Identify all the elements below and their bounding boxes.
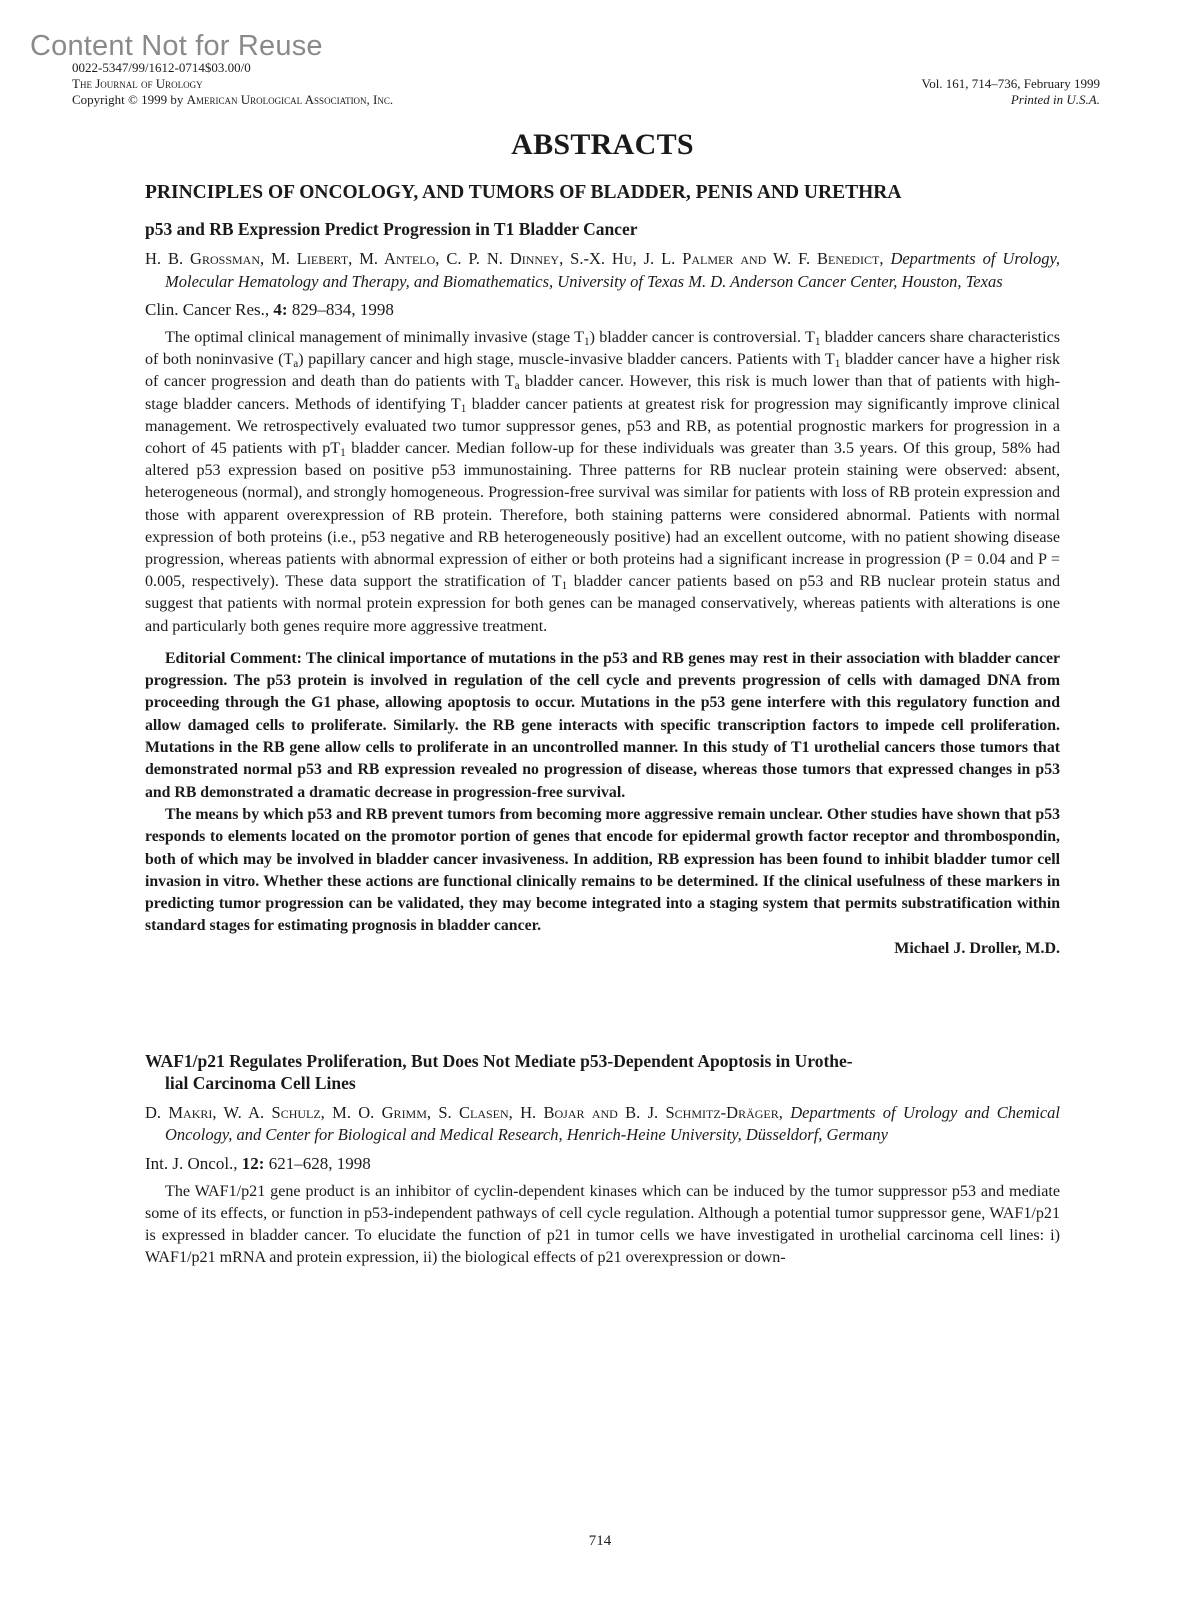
- abstract-text: bladder cancer. Median follow-up for these individuals was greater than 3.5 years. Of this group, 58% had altered p53 expression based on positive p53 immunostaining. Three patterns for RB nuclear protein staining were observed: absent, heterogeneous (normal), and strongly homogeneous. Progression-free survival was similar for patients with loss of RB protein expression and those with apparent overexpression of RB protein. Therefore, both staining patterns were considered abnormal. Patients with normal expression of both proteins (i.e., p53 negative and RB heterogeneously positive) had an excellent outcome, with no patient showing disease progression, whereas patients with abnormal expression of either or both proteins had a significant increase in progression (P = 0.04 and P = 0.005, respectively). These data support the stratification of T: [145, 440, 1060, 591]
- abstract-text: bladder cancer. However, this risk is much lower than that of patients with high-stage bladder cancers. Methods of identifying T: [145, 373, 1060, 413]
- article-2-authors: [145, 1102, 1060, 1147]
- article-2: [145, 1050, 1060, 1270]
- page-title: ABSTRACTS: [511, 128, 694, 161]
- article-1-volume: 4:: [273, 300, 288, 319]
- article-1-pages: 829–834, 1998: [287, 300, 394, 319]
- article-1: [145, 218, 1060, 960]
- article-1-journal: Clin. Cancer Res.,: [145, 300, 274, 319]
- abstract-text: ) papillary cancer and high stage, muscle-invasive bladder cancers. Patients with T: [298, 351, 835, 369]
- subscript: 1: [814, 335, 821, 348]
- subscript: 1: [340, 446, 346, 459]
- editorial-comment-paragraph-1: Editorial Comment: The clinical importance of mutations in the p53 and RB genes may rest in their association with bladder cancer progression. The p53 protein is involved in regulation of the cell cycle and prevents progression of cells with damaged DNA from proceeding through the G1 phase, allowing apoptosis to occur. Mutations in the p53 gene interfere with this regulatory function and allow damaged cells to proliferate. Similarly. the RB gene interacts with specific transcription factors to impede cell proliferation. Mutations in the RB gene allow cells to proliferate in an uncontrolled manner. In this study of T1 urothelial cancers those tumors that demonstrated normal p53 and RB expression revealed no progression of disease, whereas those tumors that expressed changes in p53 and RB demonstrated a dramatic decrease in progression-free survival.: [145, 649, 1060, 801]
- article-2-pages: 621–628, 1998: [264, 1153, 371, 1173]
- journal-header-right: [921, 76, 1100, 108]
- article-2-title-line-2: lial Carcinoma Cell Lines: [165, 1072, 356, 1093]
- copyright-org: American Urological Association, Inc.: [186, 92, 394, 107]
- copyright-prefix: Copyright © 1999 by: [72, 92, 187, 107]
- section-title: PRINCIPLES OF ONCOLOGY, AND TUMORS OF BLADDER, PENIS AND URETHRA: [145, 182, 902, 203]
- article-2-citation: [145, 1153, 1060, 1175]
- volume-info: Vol. 161, 714–736, February 1999: [921, 76, 1100, 91]
- abstract-text: bladder cancer have a higher risk of cancer progression and death than do patients with T: [145, 351, 1060, 391]
- journal-header-left: [72, 60, 393, 108]
- article-2-abstract: The WAF1/p21 gene product is an inhibitor of cyclin-dependent kinases which can be induced by the tumor suppressor p53 and mediate some of its effects, or function in p53-independent pathways of cell cycle regulation. Although a potential tumor suppressor gene, WAF1/p21 is expressed in bladder cancer. To elucidate the function of p21 in tumor cells we have investigated in urothelial carcinoma cell lines: i) WAF1/p21 mRNA and protein expression, ii) the biological effects of p21 overexpression or down-: [145, 1182, 1060, 1267]
- article-1-title: p53 and RB Expression Predict Progression in T1 Bladder Cancer: [145, 219, 638, 239]
- article-2-journal: Int. J. Oncol.,: [145, 1153, 242, 1173]
- copyright-line: [72, 92, 393, 108]
- printed-in: Printed in U.S.A.: [1010, 92, 1100, 107]
- article-1-author-list: H. B. Grossman, M. Liebert, M. Antelo, C. P. N. Dinney, S.-X. Hu, J. L. Palmer and W. F. Benedict,: [145, 249, 884, 268]
- journal-name: The Journal of Urology: [72, 76, 203, 91]
- article-2-title: [145, 1050, 1060, 1094]
- abstract-text: bladder cancer patients at greatest risk for progression may significantly improve clinical management. We retrospectively evaluated two tumor suppressor genes, p53 and RB, as potential prognostic markers for progression in a cohort of 45 patients with pT: [145, 395, 1060, 458]
- page-content: [145, 128, 1060, 1280]
- article-1-abstract: [145, 327, 1060, 638]
- article-2-author-list: D. Makri, W. A. Schulz, M. O. Grimm, S. Clasen, H. Bojar and B. J. Schmitz-Dräger,: [145, 1102, 783, 1122]
- page-number: 714: [588, 1533, 612, 1549]
- editorial-comment-paragraph-2: The means by which p53 and RB prevent tumors from becoming more aggressive remain unclear. Other studies have shown that p53 responds to elements located on the promotor portion of genes that encode for epidermal growth factor receptor and thrombospondin, both of which may be involved in bladder cancer invasiveness. In addition, RB expression has been found to inhibit bladder tumor cell invasion in vitro. Whether these actions are functional clinically remains to be determined. If the clinical usefulness of these markers in predicting tumor progression can be validated, they may become integrated into a staging system that permits substratification within standard stages for estimating prognosis in bladder cancer.: [145, 805, 1060, 935]
- abstract-text: bladder cancer patients based on p53 and RB nuclear protein status and suggest that patients with normal protein expression for both genes can be managed conservatively, whereas patients with alterations is one and particularly both genes require more aggressive treatment.: [145, 573, 1060, 635]
- subscript: a: [514, 380, 520, 393]
- watermark: Content Not for Reuse: [30, 30, 323, 62]
- abstract-text: ) bladder cancer is controversial. T: [589, 329, 815, 346]
- article-1-affiliation: Departments of Urology, Molecular Hematology and Therapy, and Biomathematics, University of Texas M. D. Anderson Cancer Center, Houston, Texas: [165, 249, 1060, 291]
- article-2-affiliation: Departments of Urology and Chemical Oncology, and Center for Biological and Medical Research, Henrich-Heine University, Düsseldorf, Germany: [165, 1102, 1061, 1145]
- subscript: 1: [561, 580, 568, 593]
- article-1-citation: [145, 299, 1060, 321]
- abstract-text: bladder cancers share characteristics of both noninvasive (T: [145, 329, 1060, 369]
- abstract-text: The optimal clinical management of minimally invasive (stage T: [165, 329, 584, 346]
- subscript: 1: [584, 335, 590, 348]
- article-1-authors: [145, 248, 1060, 293]
- subscript: a: [293, 358, 299, 371]
- subscript: 1: [834, 358, 841, 371]
- article-2-volume: 12:: [241, 1153, 265, 1173]
- subscript: 1: [460, 402, 467, 415]
- article-code: 0022-5347/99/1612-0714$03.00/0: [72, 60, 251, 75]
- article-2-title-line-1: WAF1/p21 Regulates Proliferation, But Does Not Mediate p53-Dependent Apoptosis in Urothe-: [145, 1050, 853, 1071]
- editorial-signature: Michael J. Droller, M.D.: [894, 939, 1060, 957]
